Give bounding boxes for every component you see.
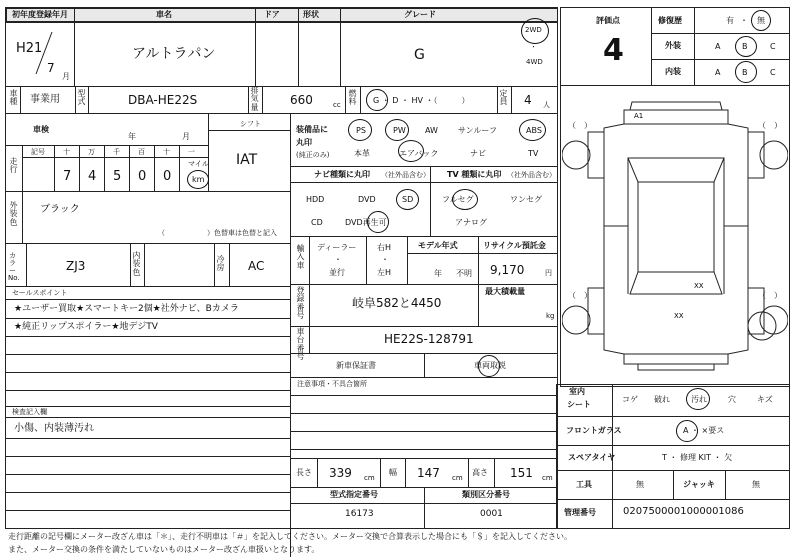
digit-header: 一	[188, 148, 195, 156]
height-label: 高さ	[472, 468, 488, 477]
warranty-label: 新車保証書	[336, 361, 376, 370]
model-year-unknown: 不明	[456, 269, 472, 278]
import-dot: ・	[334, 255, 342, 264]
damage-mark-2: XX	[674, 312, 684, 320]
exterior-label: 外装	[665, 41, 681, 50]
equipment-option: ナビ	[470, 149, 486, 158]
navi-hdd: HDD	[306, 195, 325, 204]
width-label: 幅	[389, 468, 397, 477]
color-code-value: ZJ3	[66, 259, 86, 273]
jack-value: 無	[752, 480, 760, 489]
drive-2wd: 2WD	[525, 26, 542, 34]
sales-point-line: ★ユーザー買取★スマートキー2個★社外ナビ、Bカメラ	[14, 304, 239, 314]
header-row	[6, 8, 558, 22]
model-value: DBA-HE22S	[128, 93, 198, 107]
digit-header: 百	[138, 148, 145, 156]
paren-br: （ ）	[758, 291, 782, 300]
length-cm: cm	[364, 474, 375, 482]
seat-option: 破れ	[654, 395, 670, 404]
door-label: ドア	[264, 10, 280, 19]
footer-line-2: また、メーター交換の条件を満たしていないものはメーター改ざん車扱いとなります。	[8, 545, 320, 554]
type-number-value: 16173	[345, 509, 374, 519]
reg-month: 7	[47, 61, 55, 75]
capacity-label: 定員	[499, 89, 508, 107]
repair-yes: 有	[726, 16, 734, 25]
navi-cd: CD	[311, 218, 323, 227]
color-note: （ ）色替車は色替と記入	[158, 229, 277, 237]
digit-header: 千	[113, 148, 120, 156]
grade-label: グレード	[404, 10, 436, 19]
import-parallel: 並行	[329, 268, 345, 277]
ac-value: AC	[248, 259, 265, 273]
shift-value: IAT	[236, 152, 258, 168]
navi-label: ナビ種類に丸印	[314, 170, 370, 179]
seat-label-1: 室内	[569, 387, 585, 396]
mileage-digit: 0	[163, 169, 172, 184]
navi-dvd-play: DVD再生可	[345, 218, 387, 227]
footer-line-1: 走行距離の記号欄にメーター改ざん車は「＊」、走行不明車は「＃」を記入してください。メーター交換で合算表示した場合にも「＄」を記入してください。	[8, 532, 572, 541]
height-cm: cm	[542, 474, 553, 482]
import-dot-2: ・	[381, 255, 389, 264]
mile-label: マイル	[188, 160, 209, 168]
model-label: 型式	[77, 89, 86, 107]
tv-sub: （社外品含む）	[507, 171, 556, 179]
first-reg-label: 初年度登録年月	[12, 10, 68, 19]
digit-header: 万	[88, 148, 95, 156]
interior-color-label: 内装色	[132, 251, 141, 277]
category-label: 類別区分番号	[462, 490, 510, 499]
usage-value: 事業用	[30, 94, 60, 105]
equipment-option: ABS	[526, 126, 542, 135]
mileage-digit: 0	[138, 169, 147, 184]
recycle-label: リサイクル預託金	[483, 241, 546, 250]
chassis-label: 車台番号	[296, 327, 305, 362]
sales-points-label: セールスポイント	[12, 289, 68, 297]
tv-analog: アナログ	[455, 218, 487, 227]
inspection-notes-label: 検査記入欄	[12, 408, 47, 416]
width-value: 147	[417, 466, 440, 480]
seat-option: キズ	[757, 395, 773, 404]
windshield-options: A ・ ×要ス	[683, 426, 725, 435]
equipment-label-1: 装備品に	[296, 125, 328, 134]
tv-fullseg: フルセグ	[442, 195, 474, 204]
drive-dot: ・	[530, 43, 537, 51]
car-name-label: 車名	[156, 10, 172, 19]
equipment-option: TV	[528, 149, 539, 158]
mileage-mark-label: 記号	[31, 148, 45, 156]
registration-number: 岐阜582と4450	[352, 296, 442, 310]
tools-value: 無	[636, 480, 644, 489]
seat-option: コゲ	[622, 395, 638, 404]
tv-oneseg: ワンセグ	[510, 195, 542, 204]
mgmt-number: 0207500001000001086	[623, 506, 744, 517]
import-dealer: ディーラー	[317, 243, 357, 252]
fuel-label: 燃料	[348, 89, 357, 107]
registration-label: 登録番号	[296, 286, 305, 321]
paren-tl: （ ）	[568, 121, 592, 130]
length-value: 339	[329, 466, 352, 480]
equipment-option: AW	[425, 126, 438, 135]
equipment-label-3: (純正のみ)	[296, 151, 330, 159]
seat-dirty-circle	[686, 388, 710, 410]
mileage-digit: 5	[113, 169, 122, 184]
reg-year: H21	[16, 41, 43, 56]
eval-score: 4	[603, 33, 624, 68]
fuel-options: G ・ D ・ HV ・（ ）	[373, 96, 470, 105]
navi-sub: （社外品含む）	[381, 171, 430, 179]
import-left-h: 左H	[377, 268, 392, 277]
tv-label: TV 種類に丸印	[447, 170, 502, 179]
int-a: A	[715, 68, 721, 77]
int-c: C	[770, 68, 776, 77]
inspection-month-unit: 月	[182, 132, 190, 141]
reg-slash	[30, 28, 60, 78]
notes-label: 注意事項・不具合箇所	[297, 380, 367, 388]
repair-label: 修復歴	[658, 16, 682, 25]
capacity-value: 4	[524, 93, 532, 107]
recycle-value: 9,170	[490, 263, 525, 277]
equipment-option: PW	[393, 126, 406, 135]
inspection-label: 車検	[33, 125, 49, 134]
front-mark: A1	[634, 112, 644, 120]
length-label: 長さ	[296, 468, 312, 477]
mileage-label: 走行	[9, 157, 18, 175]
cc-unit: cc	[333, 101, 341, 109]
equipment-option: エアバック	[399, 149, 439, 158]
mgmt-label: 管理番号	[564, 508, 596, 517]
type-number-label: 型式指定番号	[330, 490, 378, 499]
navi-sd: SD	[402, 195, 414, 204]
digit-header: 十	[163, 148, 170, 156]
height-value: 151	[510, 466, 533, 480]
repair-no: 無	[757, 16, 765, 25]
usage-label: 車種	[9, 89, 18, 107]
max-load-label: 最大積載量	[485, 287, 525, 296]
eval-label: 評価点	[596, 16, 620, 25]
displacement-label: 排気量	[250, 86, 259, 112]
mileage-digit: 7	[63, 169, 72, 184]
shift-label: シフト	[240, 120, 261, 128]
inspection-year-unit: 年	[128, 132, 136, 141]
displacement-value: 660	[290, 93, 313, 107]
equipment-option: サンルーフ	[458, 126, 497, 135]
tools-label: 工具	[576, 480, 592, 489]
color-label: 外装色	[9, 201, 18, 227]
width-cm: cm	[452, 474, 463, 482]
model-year-unit: 年	[434, 269, 442, 278]
grade-value: G	[414, 47, 425, 63]
kg-unit: kg	[546, 312, 555, 320]
navi-dvd: DVD	[358, 195, 376, 204]
color-code-label: カラー No.	[8, 252, 20, 283]
yen-unit: 円	[545, 269, 552, 277]
car-name: アルトラパン	[132, 46, 216, 62]
paren-bl: （ ）	[568, 291, 592, 300]
import-label: 輸入車	[296, 244, 305, 270]
equipment-label-2: 丸印	[296, 138, 312, 147]
windshield-label: フロントガラス	[566, 426, 622, 435]
inspection-notes-text: 小傷、内装薄汚れ	[14, 423, 94, 434]
sales-point-line: ★純正リップスポイラー★地デジTV	[14, 322, 158, 332]
interior-label: 内装	[665, 67, 681, 76]
km-label: km	[192, 175, 205, 184]
seat-label-2: シート	[567, 400, 591, 409]
spare-options: T ・ 修理 KIT ・ 欠	[662, 453, 733, 462]
repair-dot: ・	[740, 16, 748, 25]
paren-tr: （ ）	[758, 121, 782, 130]
chassis-number: HE22S-128791	[384, 332, 474, 346]
ext-b: B	[742, 42, 748, 51]
seat-option: 汚れ	[691, 395, 707, 404]
int-b: B	[742, 68, 748, 77]
category-value: 0001	[480, 509, 503, 519]
equipment-option: 本革	[354, 149, 370, 158]
seat-option: 穴	[728, 395, 736, 404]
shape-label: 形状	[303, 10, 319, 19]
equipment-option: PS	[356, 126, 366, 135]
ac-label: 冷房	[216, 255, 225, 273]
ext-c: C	[770, 42, 776, 51]
color-value: ブラック	[40, 204, 80, 215]
reg-month-unit: 月	[62, 72, 70, 81]
jack-label: ジャッキ	[683, 480, 715, 489]
spare-label: スペアタイヤ	[568, 453, 616, 462]
car-damage-diagram	[562, 88, 788, 382]
drive-4wd: 4WD	[526, 58, 543, 66]
model-year-label: モデル年式	[418, 241, 458, 250]
ext-a: A	[715, 42, 721, 51]
import-right-h: 右H	[377, 243, 392, 252]
person-unit: 人	[543, 101, 550, 109]
manual-label: 車両取説	[474, 361, 506, 370]
digit-header: 十	[63, 148, 70, 156]
damage-mark-1: XX	[694, 282, 704, 290]
mileage-digit: 4	[88, 169, 97, 184]
